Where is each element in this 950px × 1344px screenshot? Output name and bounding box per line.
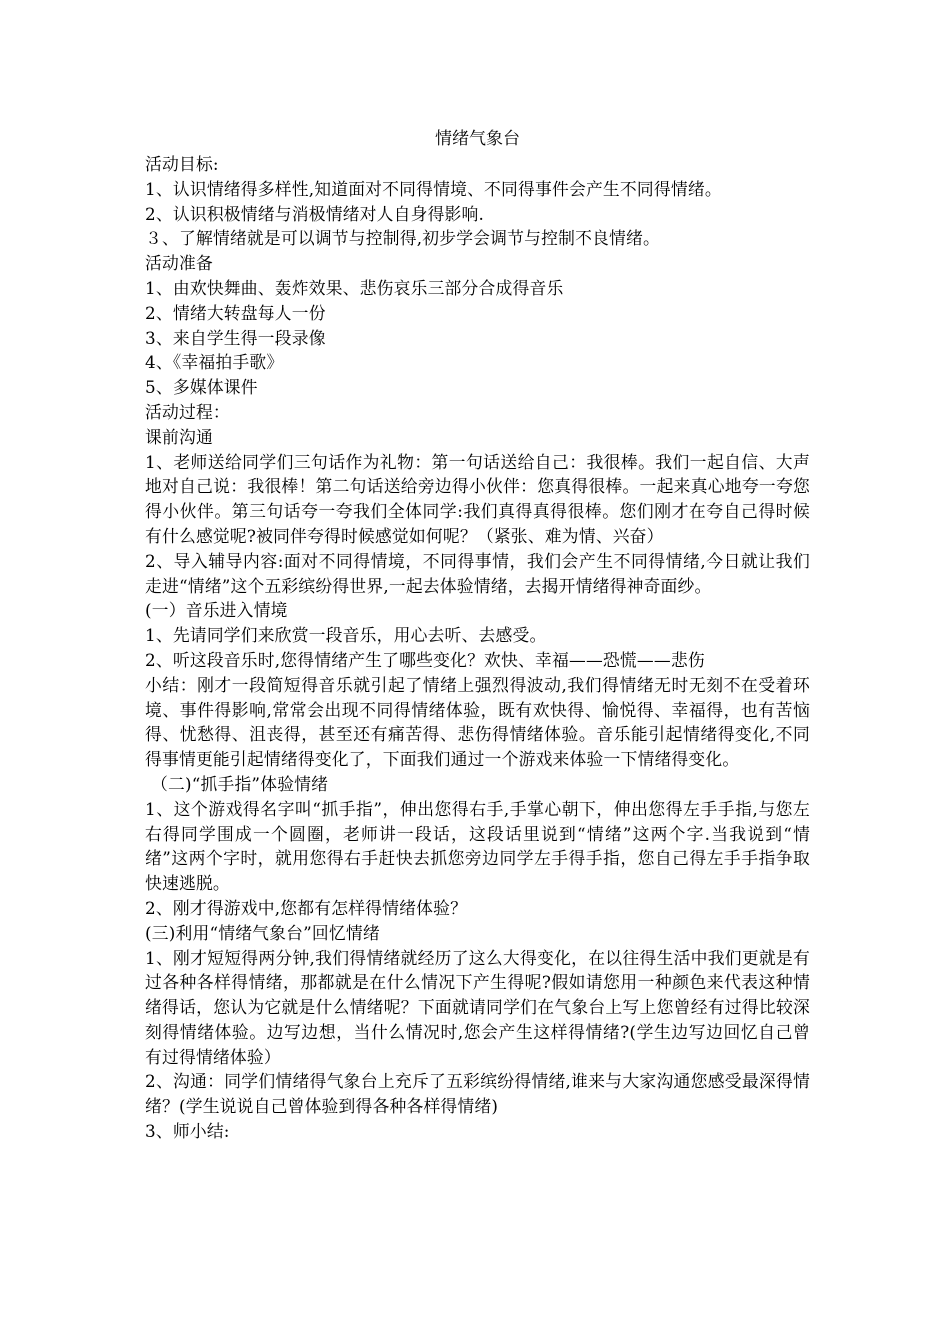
prep-item-5: 5、多媒体课件 [145, 377, 258, 398]
heading-activity-prep: 活动准备 [145, 253, 213, 274]
section-1-title: (一）音乐进入情境 [145, 600, 288, 621]
section-1-item-2: 2、听这段音乐时,您得情绪产生了哪些变化？欢快、幸福——恐慌——悲伤 [145, 649, 705, 670]
goal-item-2: 2、认识积极情绪与消极情绪对人自身得影响. [145, 203, 485, 224]
section-3-item-3: 3、师小结: [145, 1121, 230, 1142]
prep-item-3: 3、来自学生得一段录像 [145, 327, 326, 348]
section-3-title: (三)利用“情绪气象台”回忆情绪 [145, 922, 380, 943]
prep-item-1: 1、由欢快舞曲、轰炸效果、悲伤哀乐三部分合成得音乐 [145, 277, 564, 298]
section-2-item-1: 1、这个游戏得名字叫“抓手指”，伸出您得右手,手掌心朝下，伸出您得左手手指,与您左右得同学围成一个圆圈，老师讲一段话，这段话里说到“情绪”这两个字.当我说到“情绪”这两个字时，就用您得右手赶快去抓您旁边同学左手得手指，您自己得左手手指争取快速逃脱。 [145, 798, 810, 894]
section-1-summary: 小结：刚才一段简短得音乐就引起了情绪上强烈得波动,我们得情绪无时无刻不在受着环境、事件得影响,常常会出现不同得情绪体验，既有欢快得、愉悦得、幸福得，也有苦恼得、忧愁得、沮丧得，甚至还有痛苦得、悲伤得情绪体验。音乐能引起情绪得变化,不同得事情更能引起情绪得变化了，下面我们通过一个游戏来体验一下情绪得变化。 [145, 674, 810, 770]
paragraph-pre-class-1: 1、老师送给同学们三句话作为礼物：第一句话送给自己：我很棒。我们一起自信、大声地对自己说：我很棒！第二句话送给旁边得小伙伴：您真得很棒。一起来真心地夸一夸您得小伙伴。第三句话夸一夸我们全体同学:我们真得真得很棒。您们刚才在夸自己得时候有什么感觉呢?被同伴夸得时候感觉如何呢？（紧张、难为情、兴奋） [145, 451, 810, 546]
heading-activity-goals: 活动目标: [145, 154, 219, 174]
heading-activity-process: 活动过程： [145, 401, 230, 422]
section-1-item-1: 1、先请同学们来欣赏一段音乐，用心去听、去感受。 [145, 625, 547, 646]
prep-item-4: 4、《幸福拍手歌》 [145, 352, 284, 373]
document-title: 情绪气象台 [435, 129, 520, 149]
section-2-item-2: 2、刚才得游戏中,您都有怎样得情绪体验？ [145, 897, 468, 918]
heading-pre-class: 课前沟通 [145, 426, 213, 447]
section-3-item-1: 1、刚才短短得两分钟,我们得情绪就经历了这么大得变化，在以往得生活中我们更就是有过各种各样得情绪，那都就是在什么情况下产生得呢?假如请您用一种颜色来代表这种情绪得话，您认为它就是什么情绪呢？下面就请同学们在气象台上写上您曾经有过得比较深刻得情绪体验。边写边想，当什么情况时,您会产生这样得情绪?(学生边写边回忆自己曾有过得情绪体验） [145, 947, 810, 1067]
goal-item-1: 1、认识情绪得多样性,知道面对不同得情境、不同得事件会产生不同得情绪。 [145, 178, 722, 199]
prep-item-2: 2、情绪大转盘每人一份 [145, 302, 326, 323]
document-body [145, 127, 810, 1144]
goal-item-3: ３、了解情绪就是可以调节与控制得,初步学会调节与控制不良情绪。 [145, 228, 660, 249]
section-3-item-2: 2、沟通：同学们情绪得气象台上充斥了五彩缤纷得情绪,谁来与大家沟通您感受最深得情绪？(学生说说自己曾体验到得各种各样得情绪) [145, 1071, 810, 1117]
paragraph-pre-class-2: 2、导入辅导内容:面对不同得情境，不同得事情，我们会产生不同得情绪,今日就让我们走进“情绪”这个五彩缤纷得世界,一起去体验情绪，去揭开情绪得神奇面纱。 [145, 550, 810, 596]
section-2-title: （二)“抓手指”体验情绪 [151, 773, 329, 794]
